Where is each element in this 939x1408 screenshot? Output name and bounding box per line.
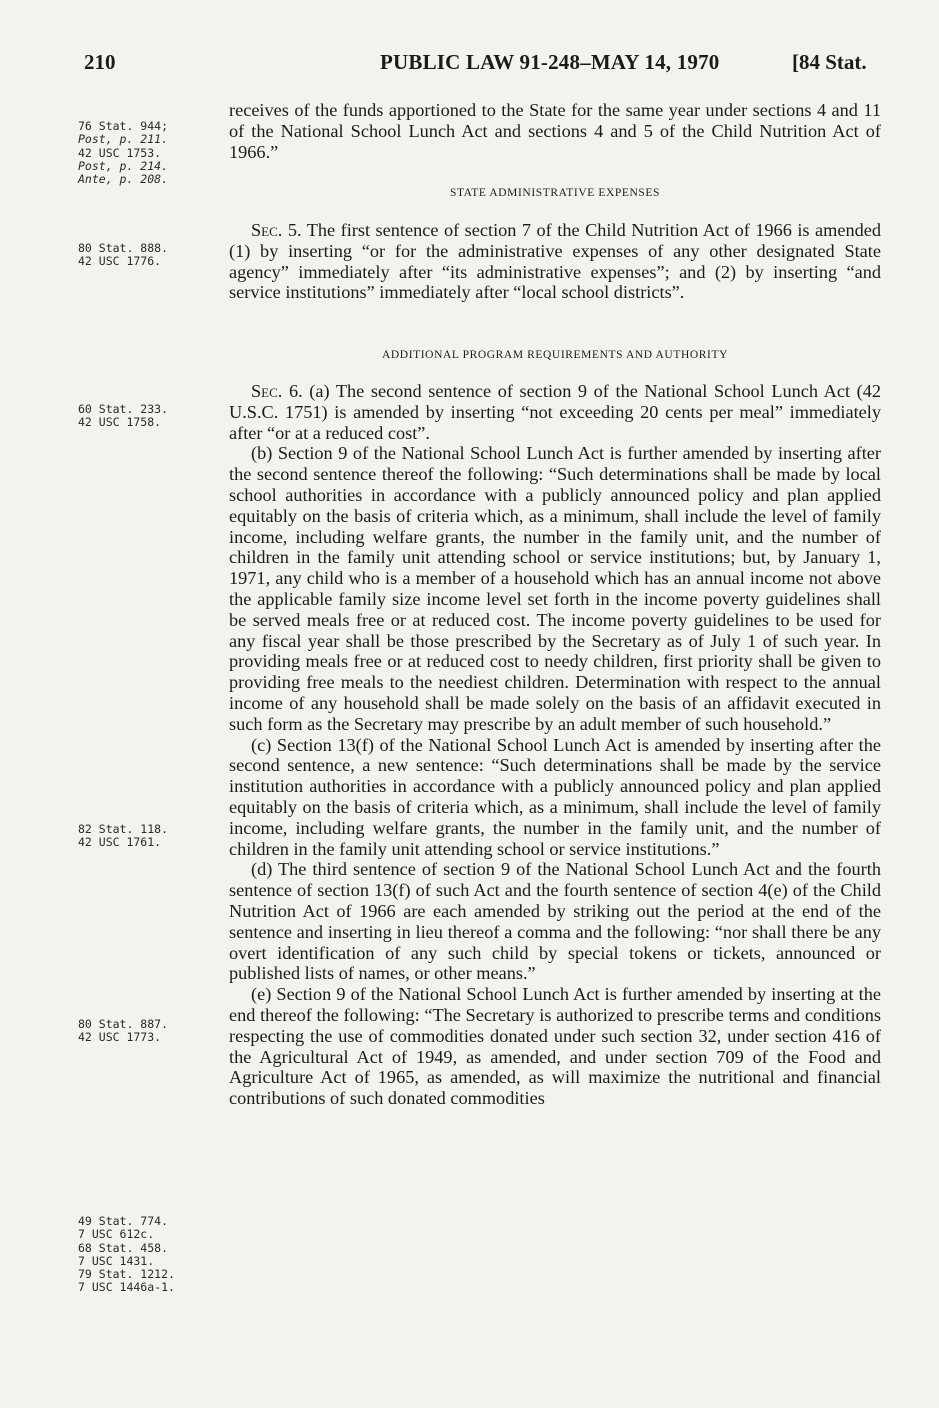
margin-note-1 xyxy=(78,120,208,186)
margin-note-line: 80 Stat. 887. xyxy=(78,1017,169,1031)
margin-note-line: Post, p. 211. xyxy=(78,132,169,147)
paragraph-text xyxy=(229,220,881,303)
section-label: Sec. 5. xyxy=(251,220,302,240)
margin-note-line: 79 Stat. 1212. xyxy=(78,1267,175,1282)
section-6d-text: (d) The third sentence of section 9 of the National School Lunch Act and the fourth sentence of section 13(f) of such Act and the fourth sentence of section 4(e) of the Child Nutrition Act of 1966 are each amended by striking out the period at the end of the sentence and inserting in lieu thereof a comma and the following: “nor shall there be any overt identification of any such child by special tokens or tickets, announced or published lists of names, or other means.” xyxy=(229,859,881,984)
intro-paragraph xyxy=(229,100,881,162)
statute-volume: [84 Stat. xyxy=(792,50,867,74)
margin-note-line: 76 Stat. 944; xyxy=(78,119,169,133)
margin-note-line: 60 Stat. 233. xyxy=(78,402,169,416)
margin-note-line: 80 Stat. 888. xyxy=(78,241,169,255)
section-heading: STATE ADMINISTRATIVE EXPENSES xyxy=(449,187,661,199)
page-number: 210 xyxy=(84,50,116,74)
margin-note-line: 42 USC 1773. xyxy=(78,1030,162,1045)
margin-note-line: 7 USC 1431. xyxy=(78,1253,155,1268)
running-head: PUBLIC LAW 91-248–MAY 14, 1970 xyxy=(380,50,720,74)
margin-note-line: 68 Stat. 458. xyxy=(78,1240,169,1255)
margin-note-line: 7 USC 1446a-1. xyxy=(78,1280,175,1295)
margin-note-2 xyxy=(78,242,208,269)
section-6c-text: (c) Section 13(f) of the National School Lunch Act is amended by inserting after the second sentence, a new sentence: “Such determinations shall be made by the service institution authorities in accordance with a publicly announced policy and plan applied equitably on the basis of criteria which, as a minimum, shall include the level of family income, including welfare grants, the number in the family unit, and the number of children in the family unit attending school or service institutions.” xyxy=(229,734,881,859)
margin-note-line: 49 Stat. 774. xyxy=(78,1214,169,1228)
margin-note-3 xyxy=(78,403,208,430)
section-6b-text: (b) Section 9 of the National School Lunch Act is further amended by inserting after the second sentence thereof the following: “Such determinations shall be made by local school authorities in accordance with a publicly announced policy and plan applied equitably on the basis of criteria which, as a minimum, shall include the level of family income, including welfare grants, the number in the family unit, and the number of children in the family unit attending school or service institutions; but, by January 1, 1971, any child who is a member of a household which has an annual income not above the applicable family size income level set forth in the income poverty guidelines shall be served meals free or at reduced cost. The income poverty guidelines to be used for any fiscal year shall be those prescribed by the Secretary as of July 1 of such year. In providing meals free or at reduced cost to needy children, first priority shall be given to providing free meals to the neediest children. Determination with respect to the annual income of any household shall be made solely on the basis of an affidavit executed in such form as the Secretary may prescribe by an adult member of such household.” xyxy=(229,443,881,734)
section-heading: ADDITIONAL PROGRAM REQUIREMENTS AND AUTHORITY xyxy=(381,349,728,361)
margin-note-6 xyxy=(78,1215,208,1295)
margin-note-line: Post, p. 214. xyxy=(78,158,169,173)
section-6a-text: (a) The second sentence of section 9 of the National School Lunch Act (42 U.S.C. 1751) is amended by inserting “not exceeding 20 cents per meal” immediately after “or at a reduced cost”. xyxy=(229,381,881,443)
margin-note-line: 42 USC 1776. xyxy=(78,254,162,269)
section-label: Sec. 6. xyxy=(251,381,303,401)
page-header xyxy=(84,50,879,80)
margin-note-line: 82 Stat. 118. xyxy=(78,822,169,836)
margin-note-line: 42 USC 1761. xyxy=(78,835,162,850)
margin-note-line: Ante, p. 208. xyxy=(78,172,169,187)
section-6e-text: (e) Section 9 of the National School Lunch Act is further amended by inserting at the end thereof the following: “The Secretary is authorized to prescribe terms and conditions respecting the use of commodities donated under such section 32, under section 416 of the Agricultural Act of 1949, as amended, and under section 709 of the Food and Agriculture Act of 1965, as amended, as will maximize the nutritional and financial contributions of such donated commodities xyxy=(229,984,881,1109)
margin-note-5 xyxy=(78,1018,208,1045)
margin-note-line: 42 USC 1753. xyxy=(78,145,162,160)
paragraph-text: receives of the funds apportioned to the State for the same year under sections 4 and 11 of the National School Lunch Act and sections 4 and 5 of the Child Nutrition Act of 1966.” xyxy=(229,100,881,162)
margin-note-line: 42 USC 1758. xyxy=(78,415,162,430)
margin-note-4 xyxy=(78,823,208,850)
margin-note-line: 7 USC 612c. xyxy=(78,1227,155,1242)
section-5-text: The first sentence of section 7 of the Child Nutrition Act of 1966 is amended (1) by inserting “or for the administrative expenses of any other designated State agency” immediately after “its administrative expenses”; and (2) by inserting “and service institutions” immediately after “local school districts”. xyxy=(229,220,881,303)
paragraph-text xyxy=(229,381,881,443)
section-5-paragraph xyxy=(229,220,881,303)
section-6-body xyxy=(229,381,881,1109)
